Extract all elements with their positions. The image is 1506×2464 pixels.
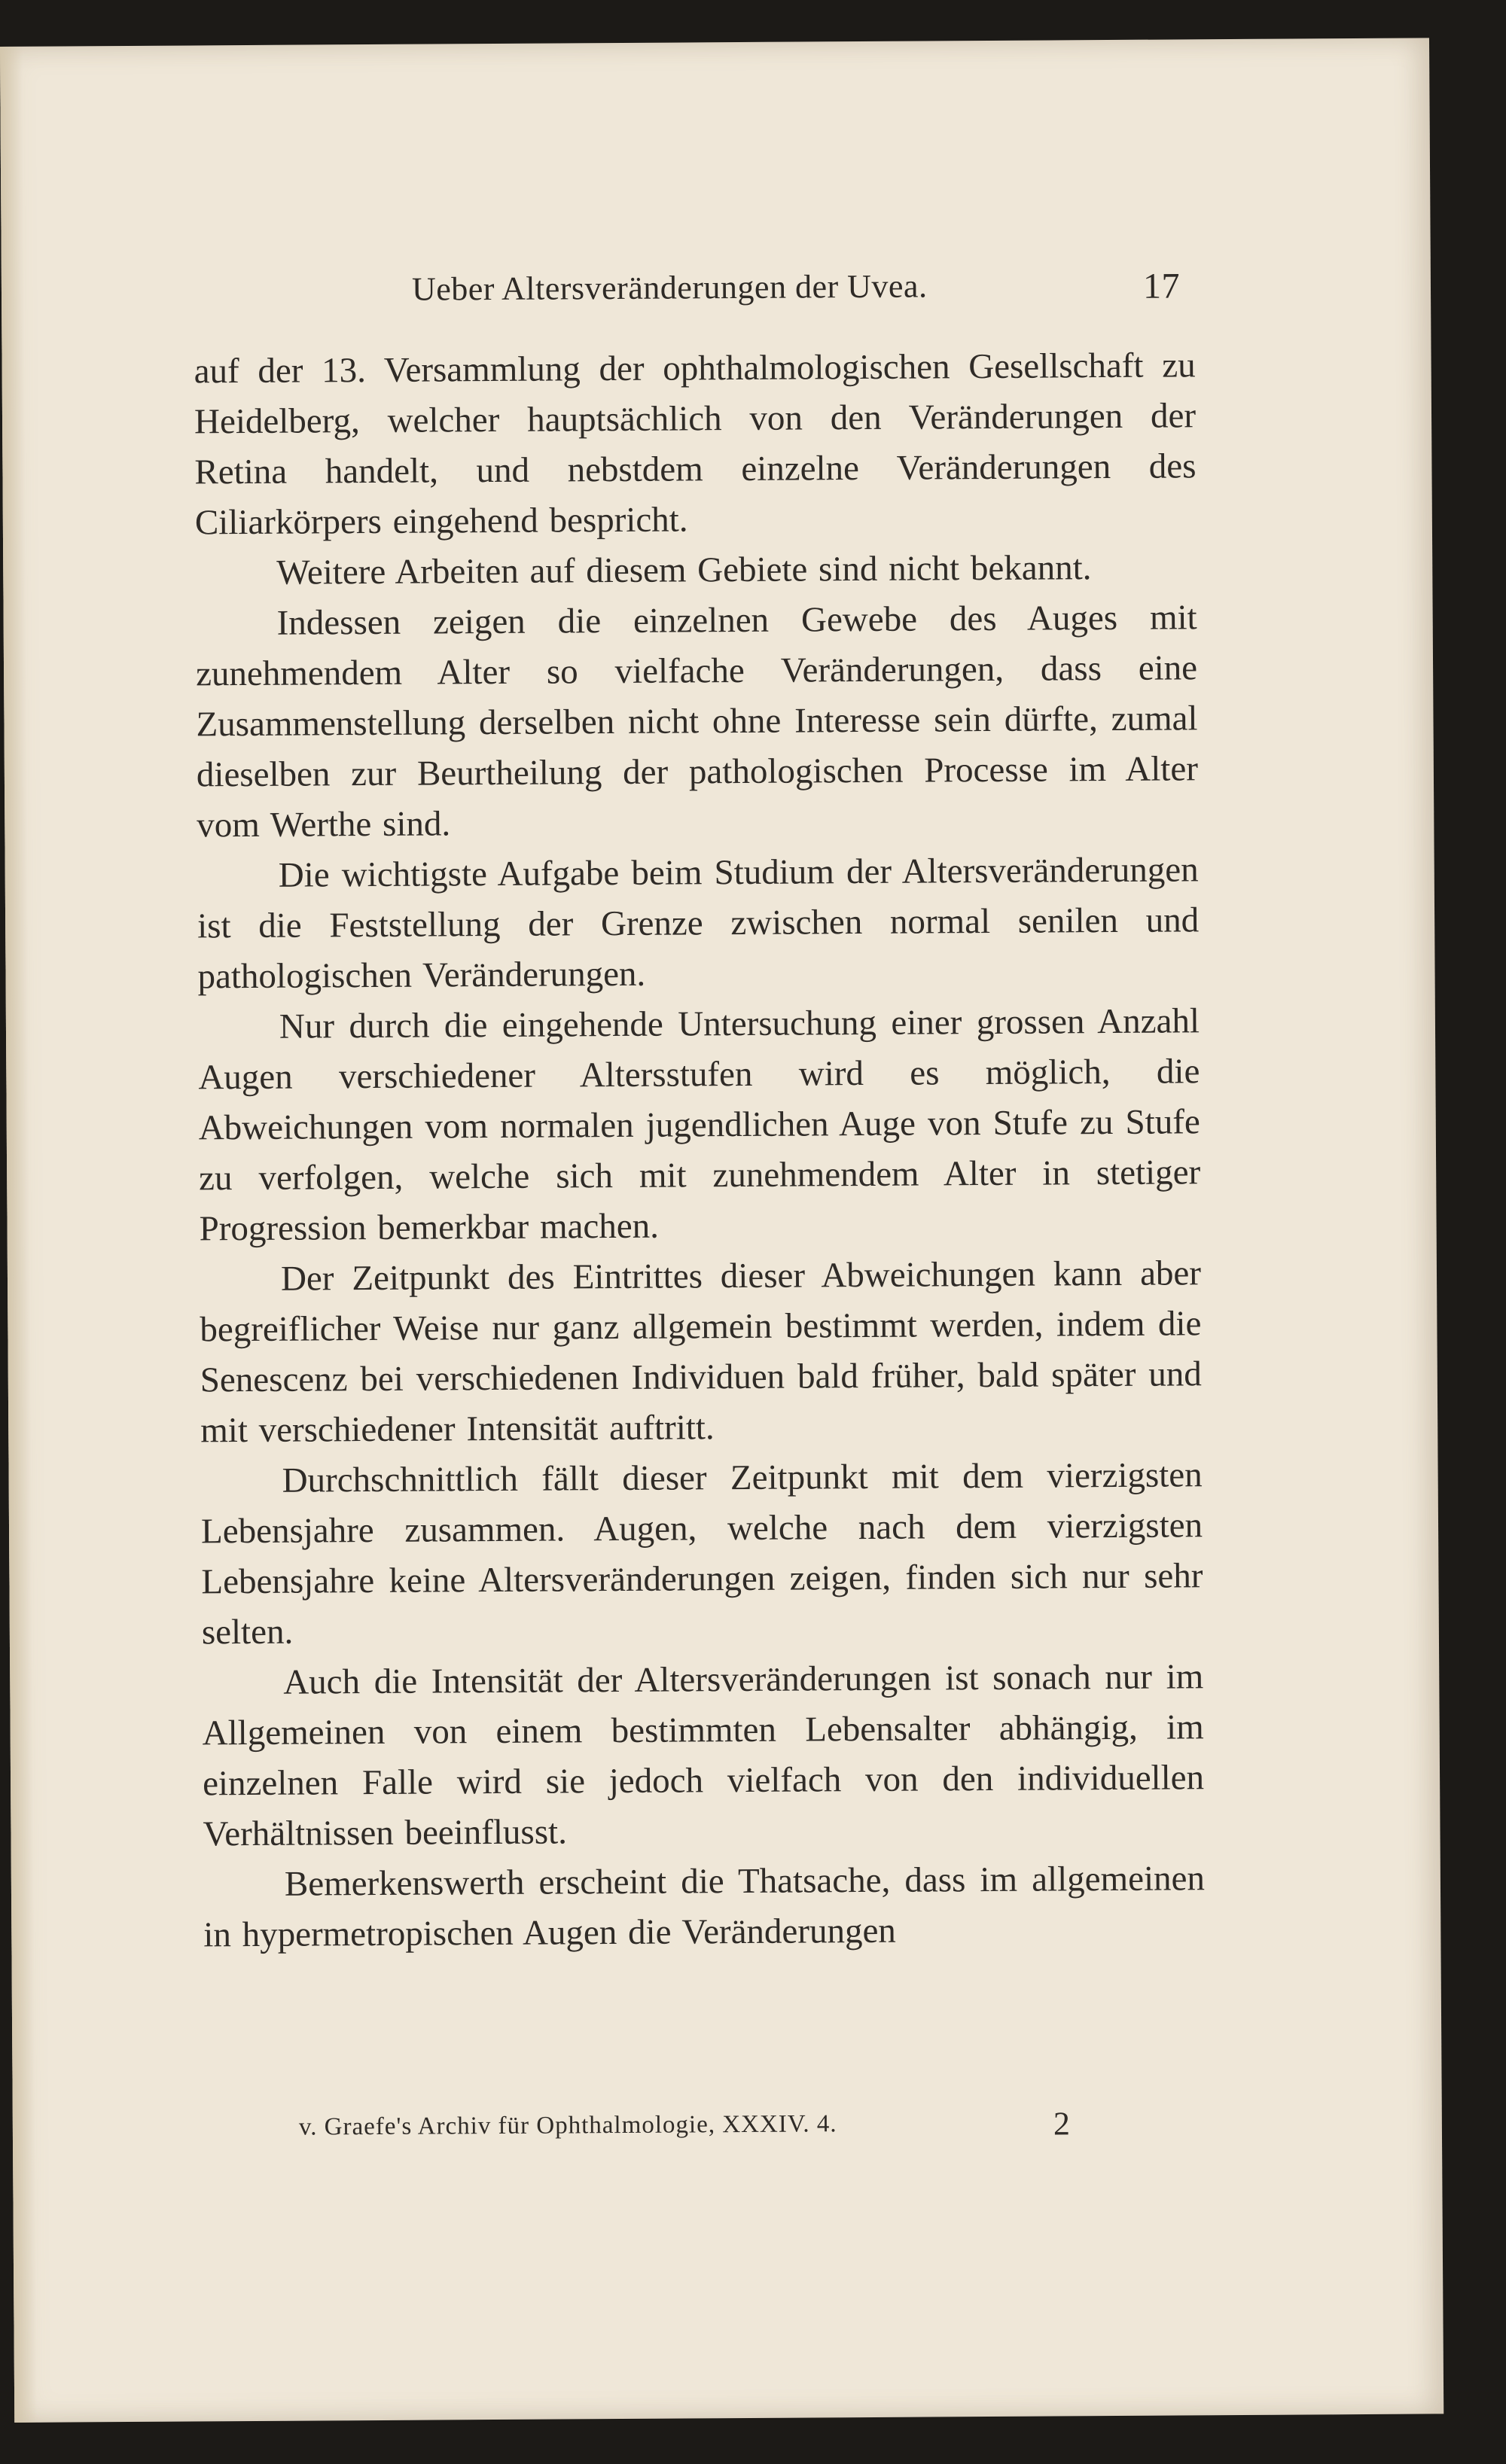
body-text: [194, 340, 1205, 1960]
paragraph: Indessen zeigen die einzelnen Gewebe des Auges mit zunehmendem Alter so vielfache Veränderungen, dass eine Zusammenstellung derselben nicht ohne Interesse sein dürfte, zumal dieselben zur Beurtheilung der pathologischen Processe im Alter vom Werthe sind.: [195, 598, 1199, 845]
paragraph: Weitere Arbeiten auf diesem Gebiete sind nicht bekannt.: [276, 548, 1092, 592]
journal-signature: v. Graefe's Archiv für Ophthalmologie, XXXIV. 4.: [298, 2110, 837, 2141]
paragraph: Nur durch die eingehende Untersuchung einer grossen Anzahl Augen verschiedener Altersstufen wird es möglich, die Abweichungen vom normalen jugendlichen Auge von Stufe zu Stufe zu verfolgen, welche sich mit zunehmendem Alter in stetiger Progression bemerkbar machen.: [198, 1001, 1201, 1249]
sheet-number: 2: [1053, 2105, 1072, 2143]
page-number: 17: [1142, 266, 1181, 306]
book-page: [0, 38, 1444, 2423]
paragraph: Der Zeitpunkt des Eintrittes dieser Abweichungen kann aber begreiflicher Weise nur ganz allgemein bestimmt werden, indem die Senescenz bei verschiedenen Individuen bald früher, bald später und mit verschiedener Intensität auftritt.: [200, 1253, 1202, 1451]
paragraph: Die wichtigste Aufgabe beim Studium der Altersveränderungen ist die Feststellung der Grenze zwischen normal senilen und pathologischen Veränderungen.: [197, 850, 1200, 997]
paragraph: auf der 13. Versammlung der ophthalmologischen Gesellschaft zu Heidelberg, welcher hauptsächlich von den Veränderungen der Retina handelt, und nebstdem einzelne Veränderungen des Ciliarkörpers eingehend bespricht.: [194, 346, 1197, 543]
running-title: Ueber Altersveränderungen der Uvea.: [411, 267, 928, 308]
paragraph: Auch die Intensität der Altersveränderungen ist sonach nur im Allgemeinen von einem bestimmten Lebensalter abhängig, im einzelnen Falle wird sie jedoch vielfach von den individuellen Verhältnissen beeinflusst.: [202, 1657, 1205, 1854]
binding-edge: [0, 47, 37, 2423]
paragraph: Bemerkenswerth erscheint die Thatsache, dass im allgemeinen in hypermetropischen Augen die Veränderungen: [203, 1859, 1206, 1955]
paragraph: Durchschnittlich fällt dieser Zeitpunkt mit dem vierzigsten Lebensjahre zusammen. Augen, welche nach dem vierzigsten Lebensjahre keine Altersveränderungen zeigen, finden sich nur sehr selten.: [200, 1455, 1203, 1652]
page-header: [411, 265, 1181, 308]
printer-signature-line: [298, 2105, 1097, 2143]
